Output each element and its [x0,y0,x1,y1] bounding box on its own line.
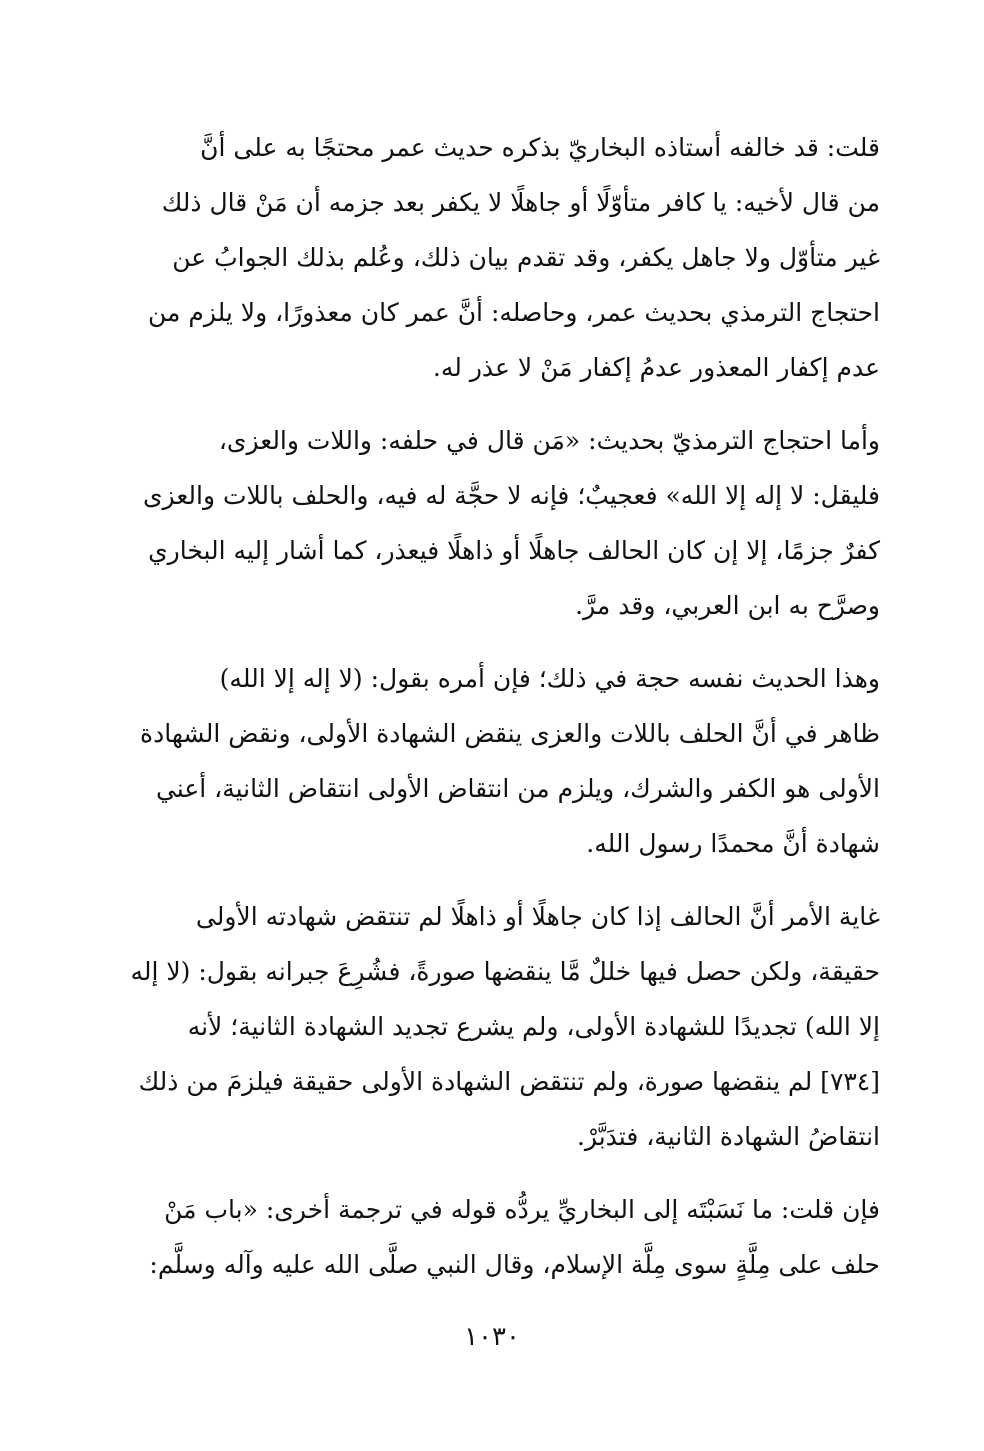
text-line: حلف على مِلَّةٍ سوى مِلَّة الإسلام، وقال النبي صلَّى الله عليه وآله وسلَّم: [149,1250,880,1279]
page-body [100,120,880,1320]
text-line: الأولى هو الكفر والشرك، ويلزم من انتقاض الأولى انتقاض الثانية، أعني [155,774,880,803]
text-line: فإن قلت: ما نَسَبْتَه إلى البخاريِّ يردُّه قوله في ترجمة أخرى: «باب مَنْ [164,1195,880,1224]
text-line: إلا الله) تجديدًا للشهادة الأولى، ولم يشرع تجديد الشهادة الثانية؛ لأنه [187,1012,880,1041]
text-line: شهادة أنَّ محمدًا رسول الله. [586,829,880,858]
text-line: من قال لأخيه: يا كافر متأوّلًا أو جاهلًا لا يكفر بعد جزمه أن مَنْ قال ذلك [161,188,880,217]
text-line: غاية الأمر أنَّ الحالف إذا كان جاهلًا أو ذاهلًا لم تنتقض شهادته الأولى [195,902,880,931]
paragraph-1 [100,120,880,395]
paragraph-5 [100,1182,880,1292]
paragraph-4 [100,889,880,1164]
text-line: احتجاج الترمذي بحديث عمر، وحاصله: أنَّ عمر كان معذورًا، ولا يلزم من [147,298,880,327]
text-line: [٧٣٤] لم ينقضها صورة، ولم تنتقض الشهادة الأولى حقيقة فيلزمَ من ذلك [138,1067,880,1096]
text-line: غير متأوّل ولا جاهل يكفر، وقد تقدم بيان ذلك، وعُلم بذلك الجوابُ عن [172,243,880,272]
text-line: كفرٌ جزمًا، إلا إن كان الحالف جاهلًا أو ذاهلًا فيعذر، كما أشار إليه البخاري [148,536,880,565]
text-line: وصرَّح به ابن العربي، وقد مرَّ. [575,591,880,620]
paragraph-2 [100,413,880,633]
text-line: عدم إكفار المعذور عدمُ إكفار مَنْ لا عذر له. [432,353,880,382]
text-line: وهذا الحديث نفسه حجة في ذلك؛ فإن أمره بقول: (لا إله إلا الله) [219,664,880,693]
text-line: انتقاضُ الشهادة الثانية، فتدَبَّرْ. [576,1122,880,1151]
text-line: فليقل: لا إله إلا الله» فعجيبٌ؛ فإنه لا حجَّة له فيه، والحلف باللات والعزى [142,481,880,510]
text-line: وأما احتجاج الترمذيّ بحديث: «مَن قال في حلفه: واللات والعزى، [218,426,880,455]
paragraph-3 [100,651,880,871]
text-line: حقيقة، ولكن حصل فيها خللٌ مَّا ينقضها صورةً، فشُرِعَ جبرانه بقول: (لا إله [130,957,880,986]
text-line: قلت: قد خالفه أستاذه البخاريّ بذكره حديث عمر محتجًا به على أنَّ [200,133,880,162]
page-number: ١٠٣٠ [464,1322,520,1352]
text-line: ظاهر في أنَّ الحلف باللات والعزى ينقض الشهادة الأولى، ونقض الشهادة [140,719,880,748]
